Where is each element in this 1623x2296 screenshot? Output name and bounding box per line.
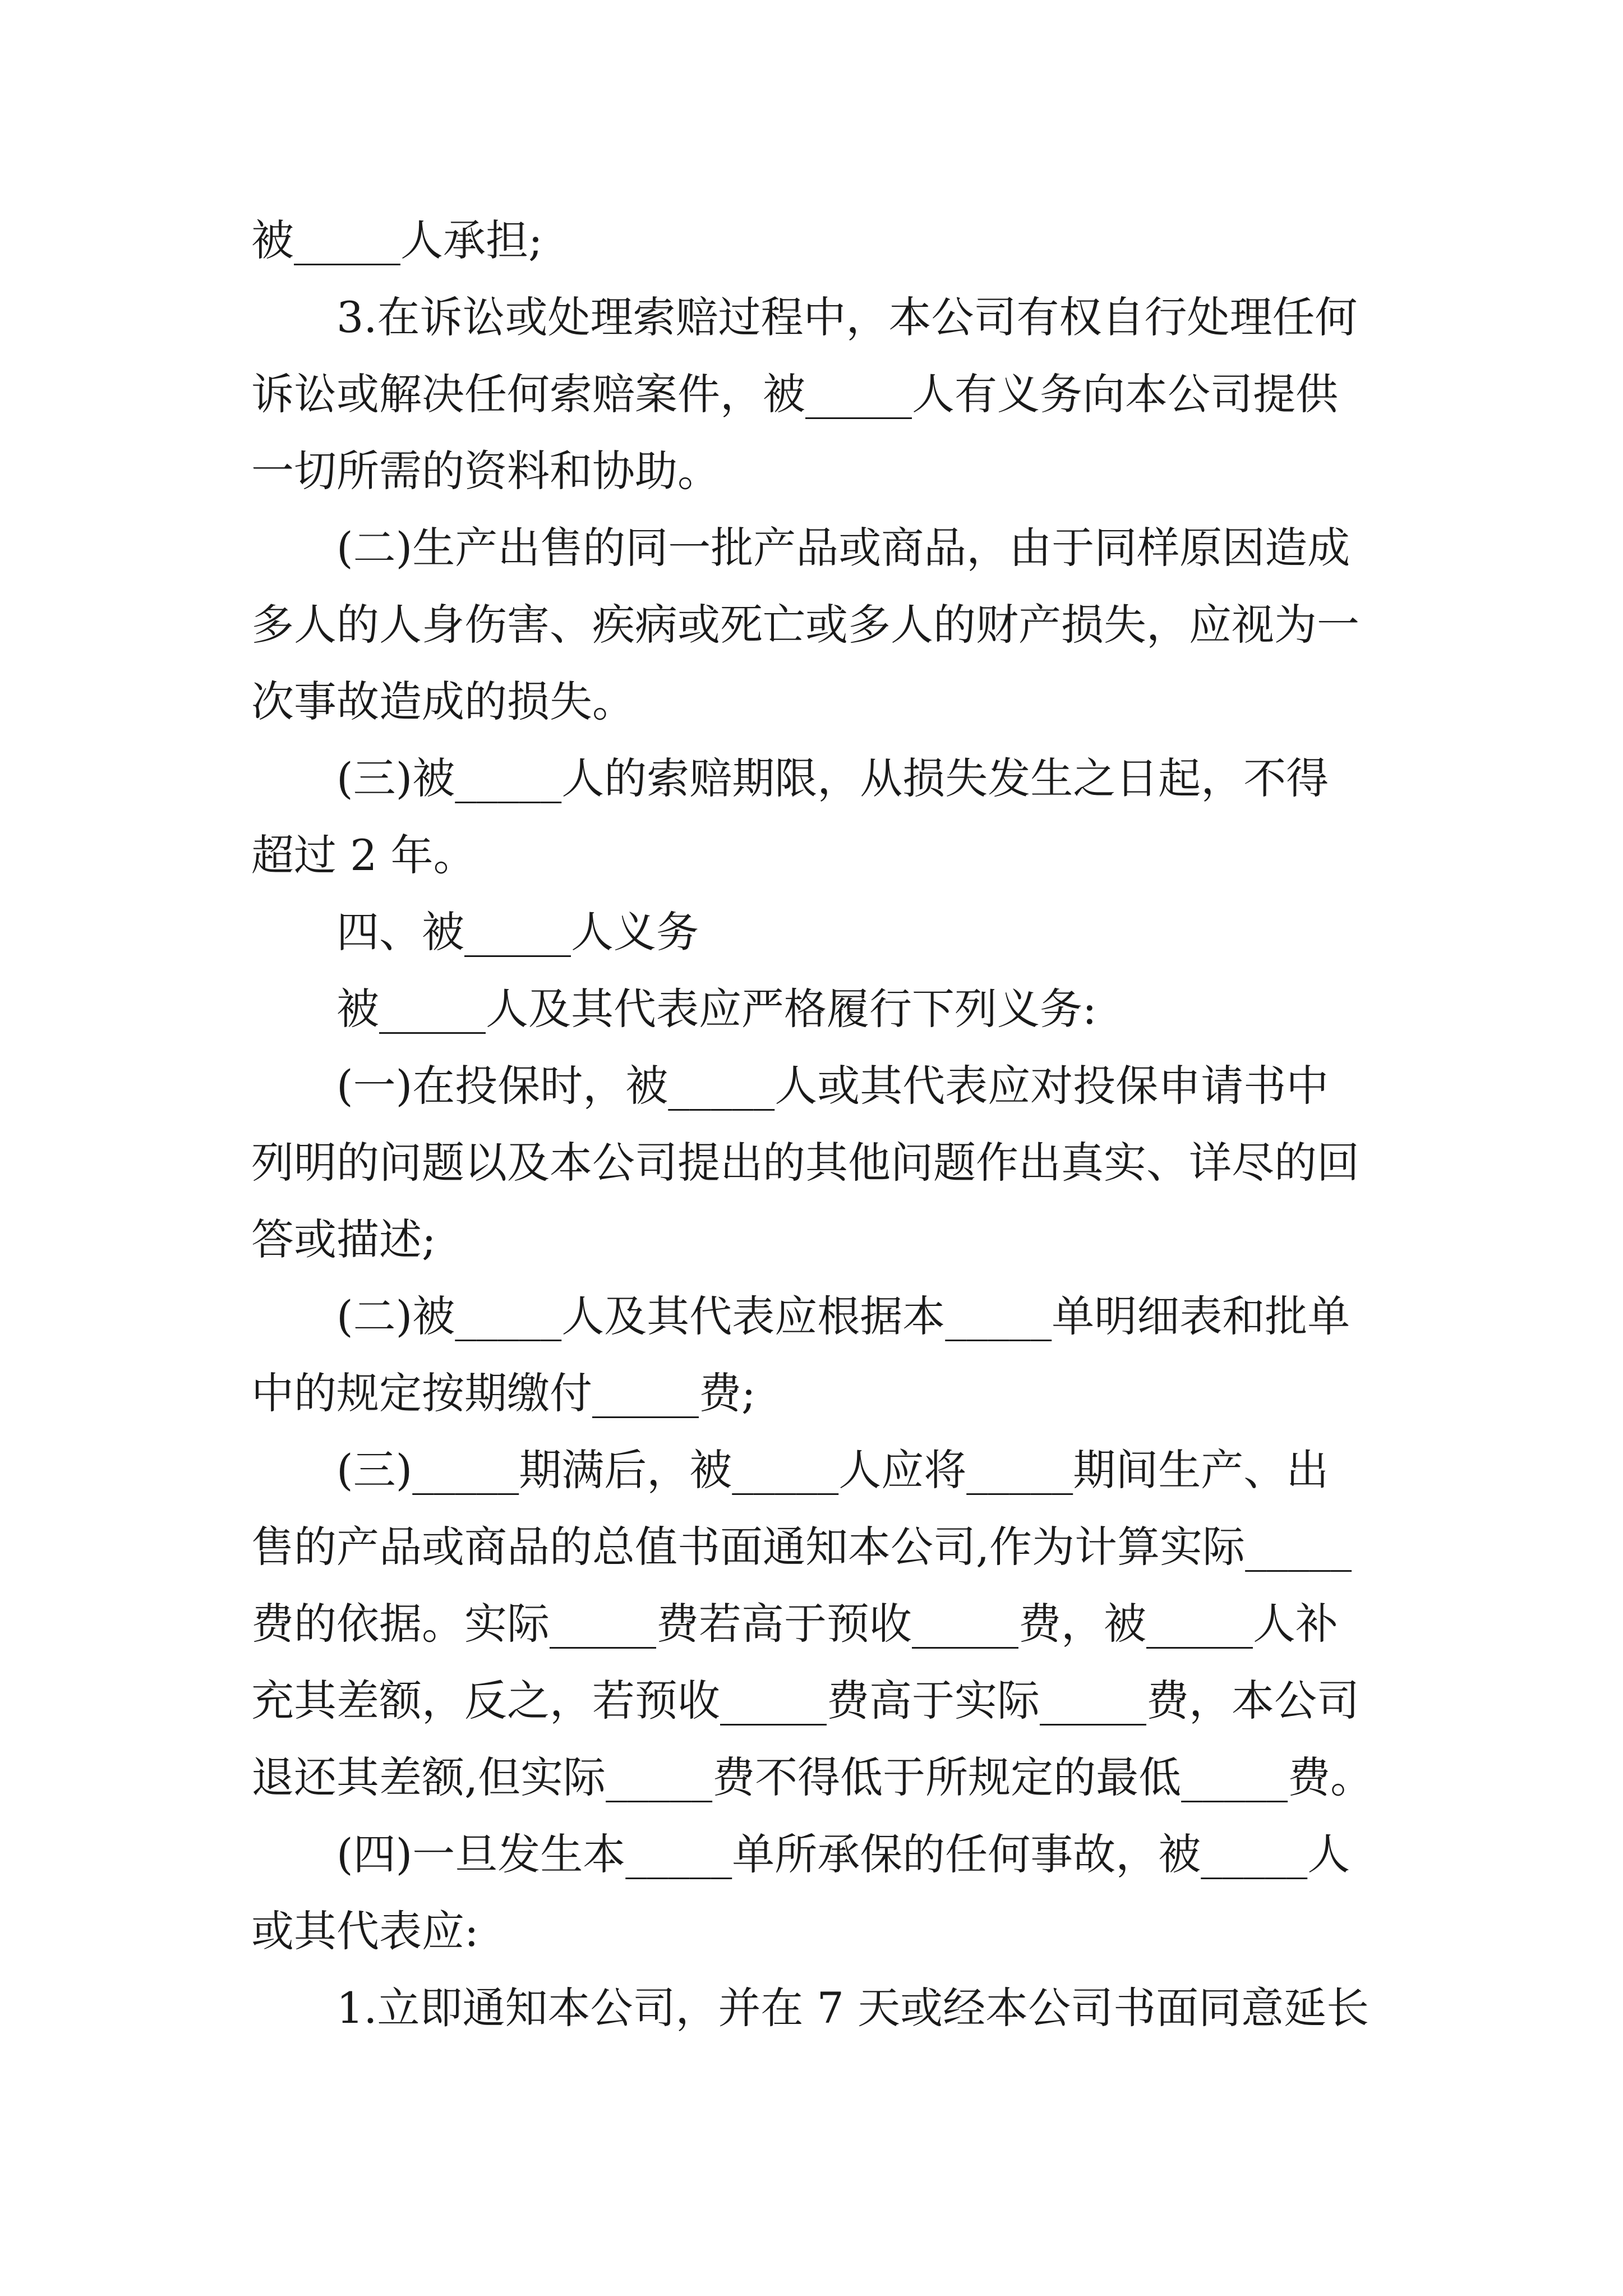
document-body bbox=[251, 202, 1395, 2046]
text-line: (三)_____期满后，被_____人应将_____期间生产、出 bbox=[336, 1445, 1329, 1495]
text-line: 退还其差额,但实际_____费不得低于所规定的最低_____费。 bbox=[251, 1752, 1373, 1802]
text-line: 1.立即通知本公司，并在 7 天或经本公司书面同意延长 bbox=[336, 1983, 1370, 2033]
text-line: 超过 2 年。 bbox=[251, 830, 476, 880]
text-line: 诉讼或解决任何索赔案件，被_____人有义务向本公司提供 bbox=[251, 369, 1338, 419]
text-line: 费的依据。实际_____费若高于预收_____费，被_____人补 bbox=[251, 1599, 1338, 1649]
text-line: 四、被_____人义务 bbox=[336, 907, 699, 957]
text-line: (四)一旦发生本_____单所承保的任何事故，被_____人 bbox=[336, 1829, 1350, 1879]
text-line: 被_____人承担; bbox=[251, 215, 543, 265]
text-line: (一)在投保时，被_____人或其代表应对投保申请书中 bbox=[336, 1061, 1329, 1111]
text-line: (二)被_____人及其代表应根据本_____单明细表和批单 bbox=[336, 1291, 1350, 1341]
text-line: 充其差额，反之，若预收_____费高于实际_____费，本公司 bbox=[251, 1676, 1359, 1726]
text-line: (三)被_____人的索赔期限，从损失发生之日起，不得 bbox=[336, 753, 1329, 803]
text-line: 多人的人身伤害、疾病或死亡或多人的财产损失，应视为一 bbox=[251, 600, 1359, 650]
text-line: 中的规定按期缴付_____费; bbox=[251, 1368, 756, 1418]
text-line: (二)生产出售的同一批产品或商品，由于同样原因造成 bbox=[336, 523, 1350, 573]
text-line: 或其代表应: bbox=[251, 1906, 479, 1956]
text-line: 3.在诉讼或处理索赔过程中，本公司有权自行处理任何 bbox=[336, 292, 1358, 342]
text-line: 列明的问题以及本公司提出的其他问题作出真实、详尽的回 bbox=[251, 1138, 1359, 1188]
text-line: 一切所需的资料和协助。 bbox=[251, 446, 720, 496]
text-line: 次事故造成的损失。 bbox=[251, 677, 635, 726]
text-line: 被_____人及其代表应严格履行下列义务: bbox=[336, 984, 1097, 1034]
text-line: 售的产品或商品的总值书面通知本公司,作为计算实际_____ bbox=[251, 1522, 1352, 1572]
text-line: 答或描述; bbox=[251, 1214, 436, 1264]
